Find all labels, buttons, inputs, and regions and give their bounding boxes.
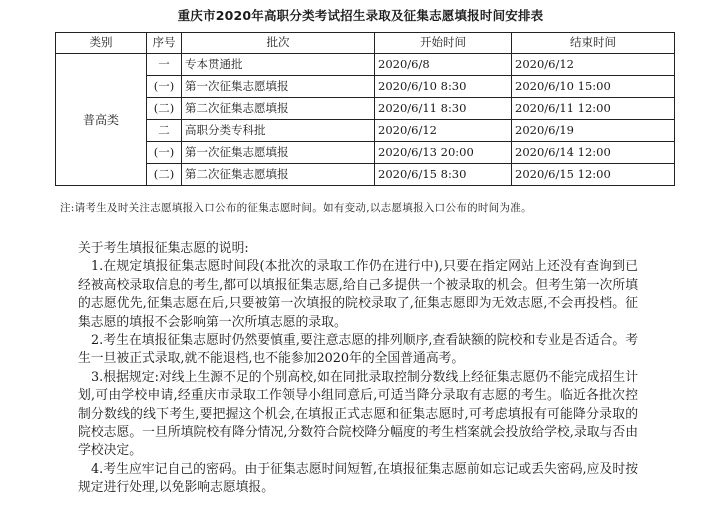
row-batch: 第一次征集志愿填报 (182, 76, 375, 98)
row-start: 2020/6/13 20:00 (375, 142, 512, 164)
table-row (56, 54, 675, 76)
row-batch: 第一次征集志愿填报 (182, 142, 375, 164)
page-title: 重庆市2020年高职分类考试招生录取及征集志愿填报时间安排表 (177, 8, 544, 23)
table-note: 注:请考生及时关注志愿填报入口公布的征集志愿时间。如有变动,以志愿填报入口公布的时间为准。 (60, 202, 532, 214)
row-batch: 第二次征集志愿填报 (182, 164, 375, 186)
row-number: (一) (147, 76, 182, 98)
explanation-heading: 关于考生填报征集志愿的说明: (78, 241, 249, 256)
row-batch: 第二次征集志愿填报 (182, 98, 375, 120)
table-row (56, 164, 675, 186)
row-start: 2020/6/15 8:30 (375, 164, 512, 186)
row-start: 2020/6/11 8:30 (375, 98, 512, 120)
row-end: 2020/6/14 12:00 (512, 142, 675, 164)
header-end-time: 结束时间 (512, 33, 675, 54)
row-number: 一 (147, 54, 182, 76)
schedule-table (55, 32, 675, 186)
explanation-item: 4.考生应牢记自己的密码。由于征集志愿时间短暂,在填报征集志愿前如忘记或丢失密码,应及时按规定进行处理,以免影响志愿填报。 (78, 461, 638, 496)
explanation-section (78, 240, 638, 498)
row-start: 2020/6/8 (375, 54, 512, 76)
table-row (56, 76, 675, 98)
explanation-item: 3.根据规定:对线上生源不足的个别高校,如在同批录取控制分数线上经征集志愿仍不能完成招生计划,可由学校申请,经重庆市录取工作领导小组同意后,可适当降分录取有志愿的考生。临近各批次控制分数线的线下考生,要把握这个机会,在填报正式志愿和征集志愿时,可考虑填报有可能降分录取的院校志愿。一旦所填院校有降分情况,分数符合院校降分幅度的考生档案就会投放给学校,录取与否由学校决定。 (78, 369, 638, 459)
table-row (56, 120, 675, 142)
header-category: 类别 (56, 33, 147, 54)
row-start: 2020/6/12 (375, 120, 512, 142)
category-cell: 普高类 (56, 54, 147, 186)
table-header-row (56, 33, 675, 54)
explanation-item: 2.考生在填报征集志愿时仍然要慎重,要注意志愿的排列顺序,查看缺额的院校和专业是否适合。考生一旦被正式录取,就不能退档,也不能参加2020年的全国普通高考。 (78, 333, 638, 367)
row-start: 2020/6/10 8:30 (375, 76, 512, 98)
header-start-time: 开始时间 (375, 33, 512, 54)
table-row (56, 142, 675, 164)
header-batch: 批次 (182, 33, 375, 54)
row-batch: 专本贯通批 (182, 54, 375, 76)
row-end: 2020/6/19 (512, 120, 675, 142)
row-end: 2020/6/11 12:00 (512, 98, 675, 120)
explanation-item: 1.在规定填报征集志愿时间段(本批次的录取工作仍在进行中),只要在指定网站上还没有查询到已经被高校录取信息的考生,都可以填报征集志愿,给自己多提供一个被录取的机会。但考生第一次所填的志愿优先,征集志愿在后,只要被第一次填报的院校录取了,征集志愿即为无效志愿,不会再投档。征集志愿的填报不会影响第一次所填志愿的录取。 (78, 259, 638, 330)
row-end: 2020/6/15 12:00 (512, 164, 675, 186)
row-number: (二) (147, 164, 182, 186)
row-end: 2020/6/10 15:00 (512, 76, 675, 98)
row-number: (二) (147, 98, 182, 120)
table-row (56, 98, 675, 120)
row-batch: 高职分类专科批 (182, 120, 375, 142)
header-number: 序号 (147, 33, 182, 54)
row-end: 2020/6/12 (512, 54, 675, 76)
row-number: 二 (147, 120, 182, 142)
row-number: (一) (147, 142, 182, 164)
